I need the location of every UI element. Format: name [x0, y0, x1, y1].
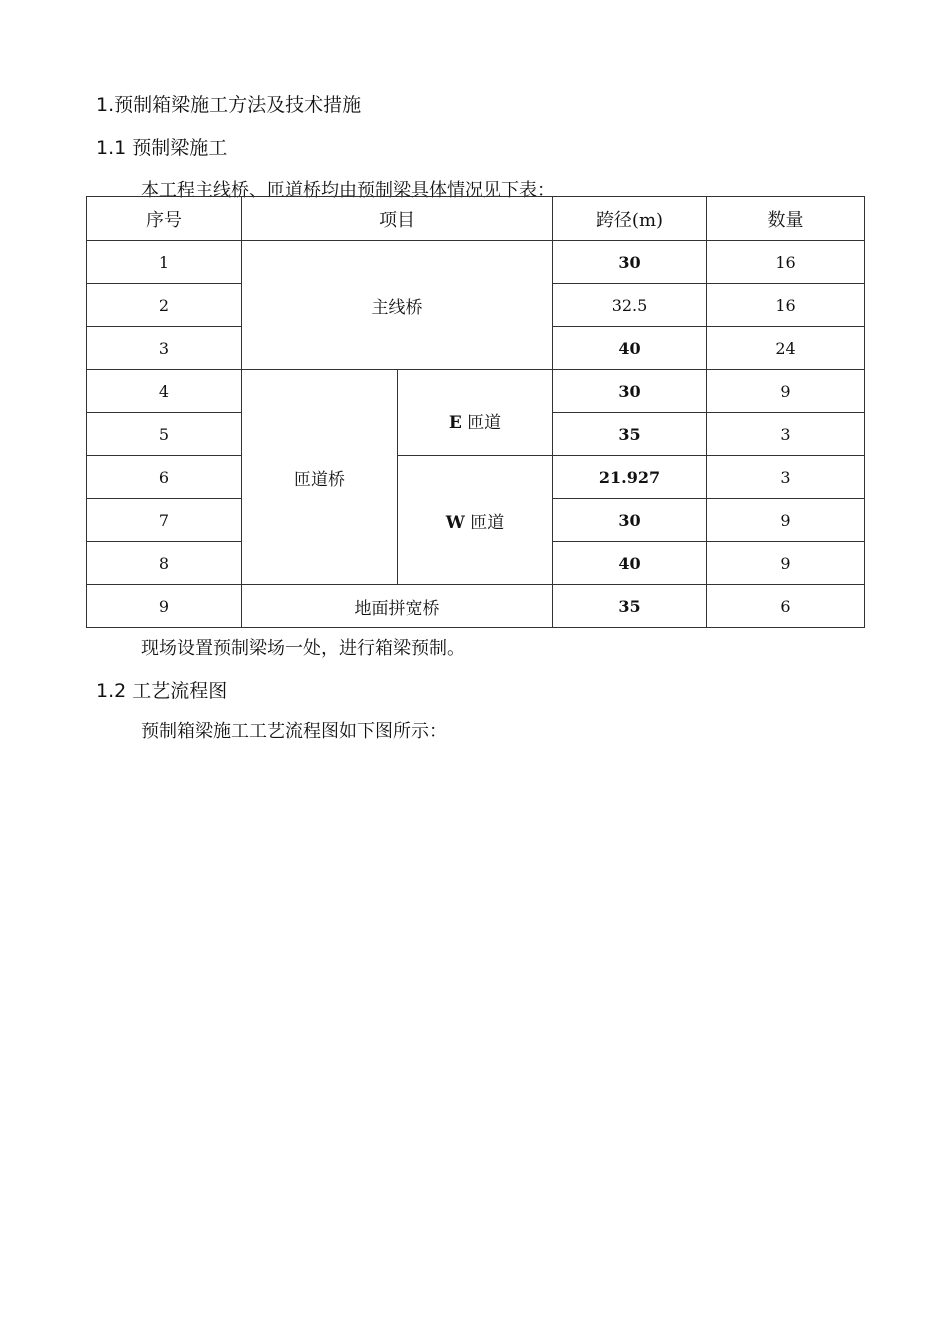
cell-seq: 3 [87, 327, 242, 370]
ramp-e-text: 匝道 [467, 413, 502, 433]
subsection-heading-flow: 1.2 工艺流程图 [96, 680, 228, 702]
cell-span: 30 [553, 499, 707, 542]
cell-ramp-w [398, 456, 553, 585]
cell-seq: 6 [87, 456, 242, 499]
cell-ramp-bridge: 匝道桥 [242, 370, 398, 585]
cell-ground-widen: 地面拼宽桥 [242, 585, 553, 628]
after-table-paragraph: 现场设置预制梁场一处，进行箱梁预制。 [141, 638, 465, 659]
ramp-w-letter: W [445, 512, 465, 533]
header-item: 项目 [242, 197, 553, 241]
cell-seq: 7 [87, 499, 242, 542]
flow-intro-paragraph: 预制箱梁施工工艺流程图如下图所示： [141, 721, 447, 742]
cell-span: 32.5 [553, 284, 707, 327]
intro-paragraph: 本工程主线桥、匝道桥均由预制梁具体情况见下表： [141, 180, 555, 201]
cell-span: 35 [553, 413, 707, 456]
cell-main-bridge: 主线桥 [242, 241, 553, 370]
cell-seq: 2 [87, 284, 242, 327]
cell-span: 40 [553, 327, 707, 370]
table-header-row [87, 197, 865, 241]
cell-qty: 24 [707, 327, 865, 370]
table-row [87, 241, 865, 284]
header-qty: 数量 [707, 197, 865, 241]
cell-span: 30 [553, 241, 707, 284]
beam-spec-table [86, 196, 865, 628]
cell-qty: 9 [707, 370, 865, 413]
cell-span: 35 [553, 585, 707, 628]
cell-ramp-e [398, 370, 553, 456]
cell-seq: 1 [87, 241, 242, 284]
cell-span: 30 [553, 370, 707, 413]
ramp-w-text: 匝道 [470, 512, 505, 533]
cell-qty: 3 [707, 413, 865, 456]
table-row [87, 370, 865, 413]
cell-qty: 3 [707, 456, 865, 499]
cell-seq: 9 [87, 585, 242, 628]
ramp-e-letter: E [448, 413, 462, 433]
cell-qty: 16 [707, 241, 865, 284]
table-row [87, 585, 865, 628]
cell-span: 40 [553, 542, 707, 585]
subsection-heading-prefab: 1.1 预制梁施工 [96, 137, 228, 159]
table-row [87, 456, 865, 499]
cell-seq: 8 [87, 542, 242, 585]
cell-seq: 4 [87, 370, 242, 413]
header-span: 跨径(m) [553, 197, 707, 241]
cell-seq: 5 [87, 413, 242, 456]
header-seq: 序号 [87, 197, 242, 241]
cell-qty: 9 [707, 542, 865, 585]
cell-qty: 6 [707, 585, 865, 628]
section-heading: 1.预制箱梁施工方法及技术措施 [96, 94, 362, 116]
cell-span: 21.927 [553, 456, 707, 499]
cell-qty: 16 [707, 284, 865, 327]
cell-qty: 9 [707, 499, 865, 542]
